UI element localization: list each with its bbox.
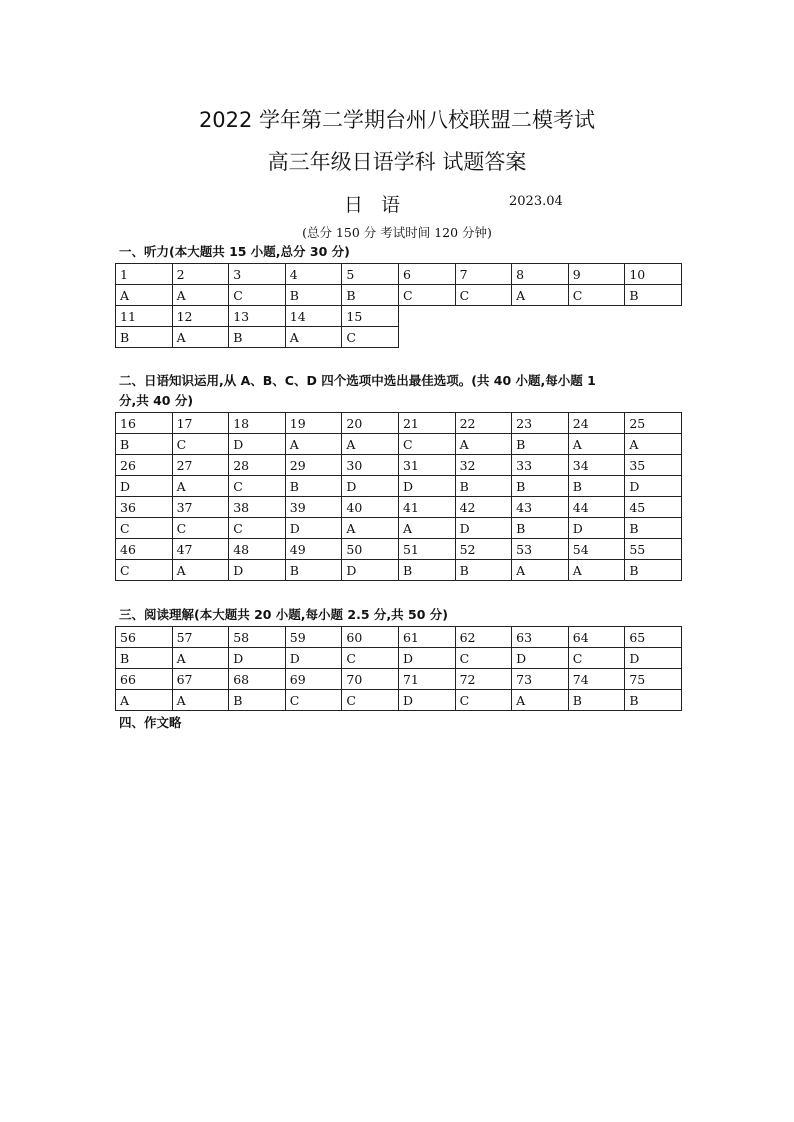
question-number-cell: 58 [229, 627, 286, 648]
question-number-cell: 14 [285, 306, 342, 327]
answer-cell: B [342, 285, 399, 306]
answer-cell: B [398, 560, 455, 581]
answer-cell: A [172, 690, 229, 711]
question-number-cell: 3 [229, 264, 286, 285]
answer-cell: A [285, 327, 342, 348]
exam-subtitle: 高三年级日语学科 试题答案 [267, 150, 527, 174]
question-number-row [116, 497, 682, 518]
section-2-table [115, 412, 682, 581]
answer-cell: B [455, 560, 512, 581]
question-number-cell: 32 [455, 455, 512, 476]
answer-row [116, 285, 682, 306]
answer-cell: D [342, 560, 399, 581]
answer-cell: B [285, 560, 342, 581]
question-number-cell: 69 [285, 669, 342, 690]
answer-cell: B [512, 476, 569, 497]
section-2-heading-cont: 分,共 40 分) [119, 393, 194, 408]
question-number-row [116, 539, 682, 560]
question-number-cell: 56 [116, 627, 173, 648]
answer-cell: A [625, 434, 682, 455]
answer-cell: A [342, 518, 399, 539]
answer-cell: C [229, 476, 286, 497]
answer-cell: B [285, 285, 342, 306]
answer-cell: C [229, 285, 286, 306]
answer-cell: A [512, 285, 569, 306]
question-number-cell: 49 [285, 539, 342, 560]
answer-cell: A [342, 434, 399, 455]
exam-title: 2022 学年第二学期台州八校联盟二模考试 [198, 108, 596, 132]
answer-cell: B [285, 476, 342, 497]
question-number-cell: 9 [568, 264, 625, 285]
question-number-cell: 50 [342, 539, 399, 560]
exam-date: 2023.04 [509, 194, 563, 209]
question-number-row [116, 264, 682, 285]
answer-cell: B [625, 690, 682, 711]
answer-cell: A [568, 560, 625, 581]
answer-cell: D [455, 518, 512, 539]
answer-cell: C [172, 518, 229, 539]
answer-cell: D [398, 690, 455, 711]
question-number-cell: 21 [398, 413, 455, 434]
question-number-cell: 42 [455, 497, 512, 518]
question-number-cell: 34 [568, 455, 625, 476]
question-number-cell: 22 [455, 413, 512, 434]
question-number-cell: 18 [229, 413, 286, 434]
question-number-cell: 27 [172, 455, 229, 476]
answer-row [116, 476, 682, 497]
section-3-table [115, 626, 682, 711]
question-number-cell: 41 [398, 497, 455, 518]
question-number-cell: 20 [342, 413, 399, 434]
question-number-cell: 47 [172, 539, 229, 560]
question-number-row [116, 455, 682, 476]
answer-cell: D [285, 648, 342, 669]
question-number-cell: 43 [512, 497, 569, 518]
answer-cell: B [568, 690, 625, 711]
answer-cell: C [455, 648, 512, 669]
question-number-cell: 13 [229, 306, 286, 327]
answer-cell: D [342, 476, 399, 497]
answer-cell: C [455, 285, 512, 306]
question-number-cell: 33 [512, 455, 569, 476]
answer-cell: B [512, 518, 569, 539]
answer-cell: D [229, 434, 286, 455]
answer-cell: A [172, 560, 229, 581]
question-number-cell: 71 [398, 669, 455, 690]
question-number-cell: 4 [285, 264, 342, 285]
question-number-cell: 68 [229, 669, 286, 690]
question-number-cell: 54 [568, 539, 625, 560]
question-number-cell: 35 [625, 455, 682, 476]
answer-cell: D [625, 648, 682, 669]
question-number-cell: 64 [568, 627, 625, 648]
question-number-cell: 25 [625, 413, 682, 434]
answer-cell: B [568, 476, 625, 497]
answer-cell: D [398, 648, 455, 669]
question-number-row [116, 669, 682, 690]
question-number-cell: 66 [116, 669, 173, 690]
answer-cell: A [568, 434, 625, 455]
question-number-cell: 45 [625, 497, 682, 518]
question-number-cell: 70 [342, 669, 399, 690]
subject-label: 日语 [344, 194, 419, 216]
answer-cell: A [172, 285, 229, 306]
answer-cell: D [229, 560, 286, 581]
question-number-row [116, 413, 682, 434]
question-number-cell: 28 [229, 455, 286, 476]
question-number-cell: 10 [625, 264, 682, 285]
question-number-cell: 72 [455, 669, 512, 690]
answer-row [116, 560, 682, 581]
question-number-cell: 40 [342, 497, 399, 518]
question-number-cell: 48 [229, 539, 286, 560]
answer-cell: C [342, 690, 399, 711]
question-number-cell: 39 [285, 497, 342, 518]
section-1-table [115, 263, 682, 348]
answer-cell: A [285, 434, 342, 455]
answer-cell: B [116, 434, 173, 455]
section-2-heading: 二、日语知识运用,从 A、B、C、D 四个选项中选出最佳选项。(共 40 小题,每小题 1 [119, 373, 596, 388]
section-3-heading: 三、阅读理解(本大题共 20 小题,每小题 2.5 分,共 50 分) [119, 607, 448, 622]
answer-row [116, 648, 682, 669]
question-number-cell: 37 [172, 497, 229, 518]
answer-cell: A [172, 327, 229, 348]
answer-cell: A [398, 518, 455, 539]
answer-cell: D [285, 518, 342, 539]
question-number-cell: 17 [172, 413, 229, 434]
answer-cell: C [229, 518, 286, 539]
answer-row [116, 690, 682, 711]
question-number-cell: 8 [512, 264, 569, 285]
question-number-cell: 24 [568, 413, 625, 434]
question-number-cell: 75 [625, 669, 682, 690]
answer-cell: A [172, 476, 229, 497]
question-number-cell: 12 [172, 306, 229, 327]
answer-cell: C [398, 434, 455, 455]
question-number-cell: 5 [342, 264, 399, 285]
question-number-cell: 65 [625, 627, 682, 648]
question-number-cell: 52 [455, 539, 512, 560]
answer-cell: C [568, 285, 625, 306]
answer-cell: B [229, 327, 286, 348]
section-4-heading: 四、作文略 [119, 715, 182, 730]
question-number-cell: 30 [342, 455, 399, 476]
answer-cell: A [116, 285, 173, 306]
question-number-cell: 36 [116, 497, 173, 518]
answer-cell: A [512, 560, 569, 581]
question-number-row [116, 627, 682, 648]
question-number-cell: 6 [398, 264, 455, 285]
question-number-cell: 57 [172, 627, 229, 648]
answer-cell: A [455, 434, 512, 455]
answer-cell: D [116, 476, 173, 497]
question-number-cell: 19 [285, 413, 342, 434]
answer-cell: C [568, 648, 625, 669]
question-number-cell: 23 [512, 413, 569, 434]
question-number-cell: 29 [285, 455, 342, 476]
answer-cell: C [116, 518, 173, 539]
question-number-cell: 44 [568, 497, 625, 518]
question-number-cell: 46 [116, 539, 173, 560]
answer-cell: B [625, 518, 682, 539]
score-time-note: (总分 150 分 考试时间 120 分钟) [302, 225, 492, 240]
question-number-cell: 63 [512, 627, 569, 648]
answer-cell: B [625, 560, 682, 581]
question-number-cell: 7 [455, 264, 512, 285]
question-number-cell: 15 [342, 306, 399, 327]
question-number-cell: 11 [116, 306, 173, 327]
answer-cell: B [229, 690, 286, 711]
answer-cell: C [285, 690, 342, 711]
question-number-cell: 38 [229, 497, 286, 518]
question-number-cell: 1 [116, 264, 173, 285]
question-number-cell: 51 [398, 539, 455, 560]
section-1-heading: 一、听力(本大题共 15 小题,总分 30 分) [119, 244, 350, 259]
answer-cell: D [512, 648, 569, 669]
question-number-cell: 16 [116, 413, 173, 434]
question-number-row [116, 306, 682, 327]
question-number-cell: 74 [568, 669, 625, 690]
answer-cell: A [512, 690, 569, 711]
question-number-cell: 62 [455, 627, 512, 648]
answer-row [116, 518, 682, 539]
answer-cell: A [116, 690, 173, 711]
question-number-cell: 55 [625, 539, 682, 560]
answer-cell: A [172, 648, 229, 669]
answer-row [116, 434, 682, 455]
answer-cell: B [512, 434, 569, 455]
question-number-cell: 26 [116, 455, 173, 476]
answer-cell: B [625, 285, 682, 306]
question-number-cell: 73 [512, 669, 569, 690]
answer-cell: C [398, 285, 455, 306]
question-number-cell: 31 [398, 455, 455, 476]
answer-cell: D [398, 476, 455, 497]
question-number-cell: 53 [512, 539, 569, 560]
answer-cell: B [116, 648, 173, 669]
answer-cell: D [229, 648, 286, 669]
question-number-cell: 2 [172, 264, 229, 285]
question-number-cell: 67 [172, 669, 229, 690]
answer-row [116, 327, 682, 348]
question-number-cell: 60 [342, 627, 399, 648]
answer-cell: C [172, 434, 229, 455]
answer-cell: B [116, 327, 173, 348]
question-number-cell: 61 [398, 627, 455, 648]
answer-cell: C [342, 648, 399, 669]
answer-cell: D [625, 476, 682, 497]
answer-cell: D [568, 518, 625, 539]
question-number-cell: 59 [285, 627, 342, 648]
answer-cell: C [116, 560, 173, 581]
answer-cell: C [455, 690, 512, 711]
answer-cell: B [455, 476, 512, 497]
answer-cell: C [342, 327, 399, 348]
